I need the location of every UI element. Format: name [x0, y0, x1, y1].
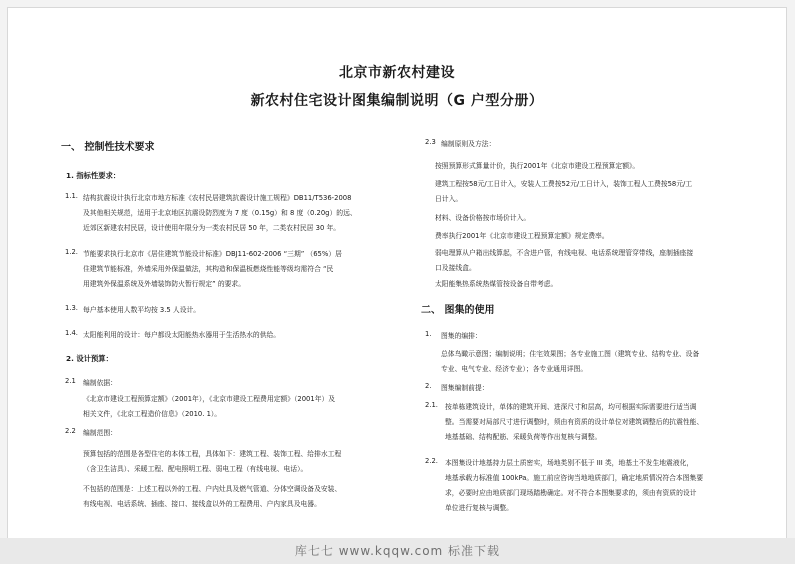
- item-number-2-3: 2.3: [425, 138, 436, 146]
- item-2-2-line: 不包括的范围是：上述工程以外的工程、户内灶具及燃气管道、分体空调设备及安装、: [83, 485, 342, 493]
- document-page: [7, 7, 787, 539]
- item-1-line: 专业、电气专业、经济专业）；各专业通用详图。: [441, 365, 588, 373]
- item-1-2-line: 住建筑节能标准，外墙采用外保温做法，其构造和保温板燃烧性能等级均需符合 “民: [83, 265, 334, 273]
- item-2-2b-line: 本图集设计地基持力层土质密实，场地类别不低于 III 类，地基土不发生地震液化，: [445, 459, 694, 467]
- item-2-1b-line: 整。当需要对局部尺寸进行调整时，须由有资质的设计单位对建筑调整后的抗震性能、: [445, 418, 704, 426]
- item-2-3-line: 日计入。: [435, 195, 463, 203]
- item-2-2-line: 编制范围：: [83, 429, 117, 437]
- item-2-1b-line: 按单栋建筑设计，单体的建筑开间、进深尺寸和层高，均可根据实际需要进行适当调: [445, 403, 697, 411]
- item-2-1b-line: 地基基础、结构配筋、采暖负荷等作出复核与调整。: [445, 433, 602, 441]
- item-2-1-line: 《北京市建设工程预算定额》（2001年），《北京市建设工程费用定额》（2001年）及: [83, 395, 336, 403]
- item-2-line: 图集编制前提：: [441, 384, 489, 392]
- item-2-3-line: 弱电理算从户箱出线算起，不含进户管，有线电视、电话系统理管穿带线，座制插座接: [435, 249, 694, 257]
- item-2-1-line: 相关文件，《北京工程造价信息》（2010. 1）。: [83, 410, 222, 418]
- item-2-3-line: 费率执行2001年《北京市建设工程预算定额》规定费率。: [435, 232, 609, 240]
- item-2-3-line: 建筑工程按58元/工日计入，安装人工费按52元/工日计入，装饰工程人工费按58元/工: [435, 180, 693, 188]
- item-1-3-line: 每户基本使用人数平均按 3.5 人设计。: [83, 306, 201, 314]
- item-2-3-line: 材料、设备价格按市场价计入。: [435, 214, 531, 222]
- item-1-4-line: 太阳能利用的设计：每户都设太阳能热水器用于生活热水的供给。: [83, 331, 281, 339]
- item-2-2-line: （含卫生洁具）、采暖工程、配电照明工程、弱电工程（有线电视、电话）。: [83, 465, 308, 473]
- item-1-line: 总体鸟瞰示意图；编制说明；住宅效果图；各专业施工图（建筑专业、结构专业、设备: [441, 350, 700, 358]
- item-2-2b-line: 单位进行复核与调整。: [445, 504, 513, 512]
- item-2-1-line: 编制依据：: [83, 379, 117, 387]
- item-1-2-line: 节能要求执行北京市《居住建筑节能设计标准》DBJ11-602-2006 “三期” （65%）居: [83, 250, 342, 258]
- item-1-1-line: 及其他相关规范，适用于北京地区抗震设防烈度为 7 度（0.15g）和 8 度（0.20g）的远、: [83, 209, 357, 217]
- item-number-1-3: 1.3.: [65, 304, 78, 312]
- item-number-1-2: 1.2.: [65, 248, 78, 256]
- watermark-footer: 库七七 www.kqqw.com 标准下载: [0, 538, 795, 564]
- item-1-2-line: 用建筑外保温系统及外墙装饰防火暂行规定” 的要求。: [83, 280, 246, 288]
- subheading-budget: 2. 设计预算：: [66, 354, 113, 363]
- item-1-1-line: 结构抗震设计执行北京市地方标准《农村民居建筑抗震设计施工规程》DB11/T536-2008: [83, 194, 352, 202]
- item-1-1-line: 近郊区新建农村民居，设计使用年限分为一类农村民居 50 年，二类农村民居 30 年。: [83, 224, 341, 232]
- item-2-3-line: 编制原则及方法：: [441, 140, 496, 148]
- item-2-3-line: 按照预算形式算量计价，执行2001年《北京市建设工程预算定额》。: [435, 162, 640, 170]
- item-number-2-1b: 2.1.: [425, 401, 438, 409]
- item-2-2-line: 预算包括的范围是各型住宅的本体工程，具体如下：建筑工程、装饰工程、给排水工程: [83, 450, 342, 458]
- item-2-2-line: 有线电视、电话系统、插座、接口、接线盒以外的工程费用、户内家具及电器。: [83, 500, 321, 508]
- item-number-2: 2.: [425, 382, 432, 390]
- item-2-2b-line: 地基承载力标准值 100kPa。施工前应咨询当地地质部门，确定地质情况符合本图集要: [445, 474, 704, 482]
- item-2-2b-line: 求，必要时应由地质部门现场踏勘确定。对不符合本图集要求的，须由有资质的设计: [445, 489, 697, 497]
- item-number-2-1: 2.1: [65, 377, 76, 385]
- item-1-line: 图集的编排：: [441, 332, 482, 340]
- item-2-3-line: 太阳能集热系统热煤管按设备自带考虑。: [435, 280, 558, 288]
- document-subtitle: 新农村住宅设计图集编制说明（G 户型分册）: [250, 93, 544, 109]
- item-2-3-line: 口及接线盒。: [435, 264, 476, 272]
- item-number-2-2b: 2.2.: [425, 457, 438, 465]
- item-number-1-4: 1.4.: [65, 329, 78, 337]
- item-number-1: 1.: [425, 330, 432, 338]
- section-heading-1: 一、 控制性技术要求: [61, 142, 155, 153]
- document-title: 北京市新农村建设: [339, 65, 455, 81]
- section-heading-2: 二、 图集的使用: [421, 305, 495, 316]
- item-number-2-2: 2.2: [65, 427, 76, 435]
- item-number-1-1: 1.1.: [65, 192, 78, 200]
- subheading-indicators: 1. 指标性要求：: [66, 171, 121, 180]
